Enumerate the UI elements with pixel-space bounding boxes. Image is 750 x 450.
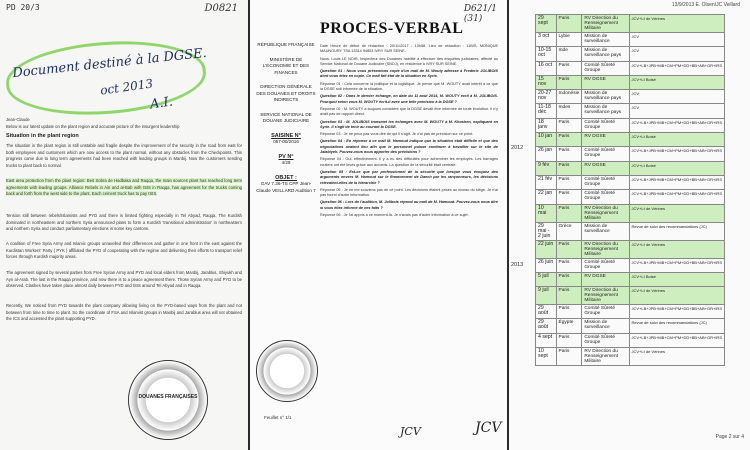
row-date: 26 juin (536, 258, 557, 272)
row-mission: Mission de surveillance pays (582, 47, 629, 61)
row-mission: Mission de surveillance (582, 319, 629, 333)
pv-label: PV N° (278, 153, 294, 160)
top-code: D621/1 (463, 4, 497, 14)
row-date: 3 oct (536, 33, 557, 47)
handwritten-note-date: oct 2013 (99, 76, 154, 98)
row-city: Paris (556, 15, 582, 33)
pv-value: 4/29 (281, 160, 291, 165)
row-mission: Comité Sûreté Groupe (582, 175, 629, 189)
answer-4: Réponse 04 : Oui, effectivement. Il y a eu des difficultés pour acheminer les employés. Les barrages routiers ont été levés grâce aux accords. La question de la sécurité était centrale. (320, 157, 498, 167)
row-date: 29 août (536, 305, 557, 319)
row-city: Paris (556, 118, 582, 132)
question-5: Question 05 : Est-ce que par professionnel de la sécurité que lorsque vous évoquez des arguments envers M. Hamoud sur le financement de Daech par les rançonneurs, les décisions relevaient-elles de la hiérarchie ? (320, 169, 498, 185)
row-people: JCV+Lt Boisé (629, 161, 725, 175)
schedule-table (535, 14, 725, 366)
row-city: Indes (556, 104, 582, 118)
page-code (464, 4, 497, 24)
answer-3: Réponse 03 : Je ne peux pas vous dire de qui il s'agit. Je n'ai pas de précision sur ce point. (320, 132, 474, 137)
page-small-code: PD 20/3 (6, 3, 40, 12)
table-row (536, 287, 725, 305)
document-title: PROCES-VERBAL (320, 20, 464, 37)
table-row (536, 175, 725, 189)
circle-number: (31) (463, 14, 483, 24)
table-row (536, 348, 725, 366)
row-city: Paris (556, 75, 582, 89)
row-date: 29 août (536, 319, 557, 333)
row-people: JCV+LB+JPB+MB+CM+PM+DD+BB+AB+GR+IRS (629, 258, 725, 272)
table-row (536, 333, 725, 347)
row-date: 29 sept (536, 15, 557, 33)
table-row (536, 118, 725, 132)
heading-lines: Date Heure de début de rédaction : 20/11/2017 - 10h58. Lieu de rédaction : 11BIS, MONIQUE MAUNOURY TSA 13314 94853 IVRY SUR SEINE. (320, 44, 498, 54)
table-row (536, 33, 725, 47)
handwritten-note-line1: Document destiné à la DGSE. (11, 45, 208, 82)
row-mission: Mission de surveillance (582, 222, 629, 240)
signature-left: JCV (400, 425, 421, 438)
row-city: Paris (556, 204, 582, 222)
row-city: Paris (556, 287, 582, 305)
question-6: Question 06 : Lors de l'audition, M. Jolibois répond au mail de M. Hamoud. Pouvez-vous nous dire si vous étiez informé de ces faits ? (320, 200, 498, 210)
row-date: 10 jan (536, 133, 557, 147)
row-mission: Comité Sûreté Groupe (582, 258, 629, 272)
row-date: 22 jan (536, 190, 557, 204)
row-date: 21 fév (536, 175, 557, 189)
paragraph-1b-highlighted (6, 178, 242, 198)
row-people: JCV (629, 90, 725, 104)
row-city: Paris (556, 258, 582, 272)
row-mission: RV Direction du Renseignement Militaire (582, 287, 629, 305)
row-city: Lybie (556, 33, 582, 47)
year-label-2012: 2012 (511, 145, 524, 151)
row-date: 11-18 déc (536, 104, 557, 118)
table-row (536, 133, 725, 147)
email-greeting: Jean-Claude (6, 117, 30, 122)
question-1: Question 01 : Nous vous présentons copie d'un mail de M. Wouty adressé à Frederic JOLIBOIS dont vous étiez en copie. Ce mail fait état de la situation en Syrie. (320, 69, 498, 79)
paragraph-2: Tension still between rebels/Islamists and PYD and there is limited fighting especially in Tel Abyad, Raqqa. The Kurdish dominated in northeastern and northern Syria announced plans to form a Kurdish 'transitional administration' in northeastern and northern Syria and conduct parliamentary elections in some key cantons. (6, 213, 242, 232)
row-people: Revue de suivi des recommandations (JC) (629, 319, 725, 333)
highlighted-text: East area protection from the plant region: Beit Sobra de Hadbaka and Raqqa, the main sources plant has reached long term agreements with leading groups. Alliance Rebels in Ain and al-Bab with ISIS in Raqqa, has agreement for the trucks coming back and forth from the west side to the plant. Each cement truck has to pay ISIS. (6, 178, 242, 197)
row-date: 10 mai (536, 204, 557, 222)
answer-6: Réponse 06 : Je l'ai appris à ce moment-là. Je n'avais pas d'autre information à ce sujet. (320, 213, 469, 218)
ministry-label: MINISTÈRE DE L'ÉCONOMIE ET DES FINANCES (262, 56, 310, 75)
row-city: Paris (556, 190, 582, 204)
table-row (536, 15, 725, 33)
table-row (536, 61, 725, 75)
direction-label: DIRECTION GÉNÉRALE DES DOUANES ET DROITS INDIRECTS (256, 84, 316, 102)
row-mission: Comité Sûreté Groupe (582, 305, 629, 319)
section-heading: Situation in the plant region (6, 133, 79, 139)
question-2: Question 02 : Dans le dernier échange, en date du 11 août 2014, M. WOUTY écrit à M. JOLIBOIS. Pourquoi selon vous M. WOUTY écrit-il avec une telle précision à la DGSE ? (320, 94, 498, 104)
row-mission: Mission de surveillance pays (582, 104, 629, 118)
table-row (536, 47, 725, 61)
row-people: JCV+LB+JPB+MB+CM+PM+DD+BB+AB+GR+IRS (629, 61, 725, 75)
row-people: JCV+Lt de Vérines (629, 15, 725, 33)
row-mission: Comité Sûreté Groupe (582, 190, 629, 204)
row-mission: RV Direction du Renseignement Militaire (582, 240, 629, 258)
table-row (536, 204, 725, 222)
row-city: Paris (556, 61, 582, 75)
row-mission: Comité Sûreté Groupe (582, 147, 629, 161)
paragraph-4: The agreement signed by several parties from Free Syrian Army and PYD and local elders from Manbij, Jarablus, Shiyukh and Ayn al-Arab. The last in the Raqqa province, and now there is to a peace agreement there. Those Syrian Army and PYD to be observed. Clashes have taken place almost daily between PYD and ISIS around Tel Abyad and in Raqqa. (6, 270, 242, 289)
row-date: 10-15 oct (536, 47, 557, 61)
stamp-text: DOUANES FRANÇAISES (138, 393, 198, 400)
row-city: Paris (556, 240, 582, 258)
top-label: 13/9/2013 E. Olsen/JC Veillard (671, 2, 740, 8)
row-people: JCV+Lt de Vérines (629, 240, 725, 258)
row-date: 18 janv (536, 118, 557, 132)
table-row (536, 272, 725, 286)
document-page-schedule-table (509, 0, 750, 450)
document-page-proces-verbal (250, 0, 507, 450)
intro-paragraph: Nous, Louis LE NOIR, Inspecteur des Douanes habilité à effectuer des enquêtes judiciaires, affecté au Service National de Douane Judiciaire (SNDJ), en résidence à IVRY SUR SEINE. (320, 56, 498, 66)
row-mission: RV DGSE (582, 75, 629, 89)
row-date: 16 oct (536, 61, 557, 75)
row-people: JCV+LB+JPB+MB+CM+PM+DD+BB+AB+GR+IRS (629, 305, 725, 319)
row-city: Inde (556, 47, 582, 61)
interview-body (320, 44, 498, 220)
row-mission: RV DGSE (582, 161, 629, 175)
question-4: Question 04 : En réponse à ce mail M. Hamoud indique que la situation était difficile et que des négociations avaient lieu afin que le personnel puisse continuer à travailler sur le site de Jalabiyeh. Pouvez-vous nous apporter des précisions ? (320, 139, 498, 155)
row-date: 9 fév (536, 161, 557, 175)
year-label-2013: 2013 (511, 262, 524, 268)
row-people: JCV+Lt Boisé (629, 133, 725, 147)
page-number: Page 2 sur 4 (715, 434, 744, 440)
row-people: JCV+LB+JPB+MB+CM+PM+DD+BB+AB+GR+IRS (629, 190, 725, 204)
table-row (536, 305, 725, 319)
row-people: JCV+Lt de Vérines (629, 287, 725, 305)
signature-right: JCV (475, 420, 502, 436)
document-page-email (0, 0, 248, 450)
paragraph-5: Recently, We noticed from PYD towards the plant company allowing living on the PYD-based ways from the plant and not between from time to time to plant. So the coordinate of FSA and Islamist groups in Manbij and Jarablus area will not obtained the ICS and accessed the plant supporting PYD. (6, 303, 242, 322)
row-mission: RV DGSE (582, 272, 629, 286)
row-date: 4 sept (536, 333, 557, 347)
row-mission: RV Direction du Renseignement Militaire (582, 348, 629, 366)
row-date: 5 juil (536, 272, 557, 286)
row-date: 26 jan (536, 147, 557, 161)
row-people: JCV+LB+JPB+MB+CM+PM+DD+BB+AB+GR+IRS (629, 175, 725, 189)
row-date: 15 nov (536, 75, 557, 89)
row-date: 10 sept (536, 348, 557, 366)
row-mission: Mission de surveillance (582, 33, 629, 47)
table-row (536, 319, 725, 333)
row-date: 29 mai - 2 juin (536, 222, 557, 240)
row-city: Paris (556, 272, 582, 286)
customs-stamp (256, 340, 318, 402)
row-mission: Comité Sûreté Groupe (582, 333, 629, 347)
table-row (536, 222, 725, 240)
saisine-label: SAISINE N° (271, 132, 301, 139)
table-row (536, 240, 725, 258)
row-mission: Mission de surveillance pays (582, 90, 629, 104)
row-people: JCV+Lt de Vérines (629, 204, 725, 222)
table-row (536, 90, 725, 104)
question-3: Question 03 : M. JOLIBOIS transmet les échanges avec M. WOUTY à M. Khoshen, expliquant en Syrie. Il s'agit de tenir au courant la DGSE. (320, 119, 498, 129)
row-date: 20-27 nov (536, 90, 557, 104)
row-people: JCV+Lt Boisé (629, 75, 725, 89)
row-people: JCV+LB+JPB+MB+CM+PM+DD+BB+AB+GR+IRS (629, 118, 725, 132)
row-mission: Comité Sûreté Groupe (582, 118, 629, 132)
saisine-value: 057-00/2016 (273, 139, 299, 144)
table-row (536, 147, 725, 161)
answer-1: Réponse 01 : Cela concerne la politique et la logistique. Je pense que M. WOUTY avait intérêt à ce que la DGSE soit informée de la situation. (320, 81, 498, 92)
row-city: Paris (556, 147, 582, 161)
row-mission: RV Direction du Renseignement Militaire (582, 15, 629, 33)
answer-5: Réponse 05 : Je ne me souviens pas de ce point. Les décisions étaient prises au niveau du siège. Je n'ai pas fourni d'autre information. (320, 187, 498, 198)
row-people: JCV (629, 33, 725, 47)
row-city: Paris (556, 348, 582, 366)
row-city: Indonésie (556, 90, 582, 104)
row-city: Paris (556, 333, 582, 347)
row-mission: RV DGSE (582, 133, 629, 147)
table-row (536, 75, 725, 89)
row-people: JCV+LB+JPB+MB+CM+PM+DD+BB+AB+GR+IRS (629, 333, 725, 347)
objet-value: GAV 7.36-TS CPP Jean-Claude VEILLARD Audition 7 (256, 181, 316, 193)
page-code: D0821 (204, 3, 238, 14)
row-people: JCV (629, 47, 725, 61)
row-city: Grèce (556, 222, 582, 240)
row-people: JCV+Lt de Vérines (629, 348, 725, 366)
email-intro: Below is our latest update on the plant region and accurate picture of the insurgent leadership (6, 124, 180, 129)
row-people: JCV+LB+JPB+MB+CM+PM+DD+BB+AB+GR+IRS (629, 147, 725, 161)
row-mission: Comité Sûreté Groupe (582, 61, 629, 75)
customs-stamp (128, 360, 208, 440)
service-label: SERVICE NATIONAL DE DOUANE JUDICIAIRE (260, 111, 312, 123)
row-people: JCV (629, 104, 725, 118)
table-row (536, 258, 725, 272)
table-row (536, 190, 725, 204)
row-date: 9 juil (536, 287, 557, 305)
answer-2: Réponse 02 : M. WOUTY a toujours considéré que la DGSE devait être informée de toute évolution. Il n'y avait pas de rapport direct. (320, 106, 498, 117)
table-row (536, 161, 725, 175)
paragraph-1a: The situation in the plant region is still unstable and fragile despite the improvement of the security in the road from east for both employees and customers which are now access to the plant normal, without any obstacles from the Checkpoints. This progress came due to long term agreements had been reached with leading groups in Manbij. Now the customers sending trucks to plant back to normal. (6, 143, 242, 168)
page-footer: Feuillet n° 1/1 (264, 415, 292, 420)
handwritten-initials: A.I. (149, 94, 174, 113)
row-city: Égypte (556, 319, 582, 333)
row-mission: RV Direction du Renseignement Militaire (582, 204, 629, 222)
row-people: Revue de suivi des recommandations (JC) (629, 222, 725, 240)
republic-label: RÉPUBLIQUE FRANÇAISE (257, 42, 315, 47)
row-city: Paris (556, 305, 582, 319)
row-city: Paris (556, 161, 582, 175)
row-people: JCV+Lt Boisé (629, 272, 725, 286)
header-sidebar (256, 42, 316, 202)
row-date: 22 juin (536, 240, 557, 258)
row-city: Paris (556, 175, 582, 189)
row-city: Paris (556, 133, 582, 147)
objet-label: OBJET : (275, 174, 297, 181)
paragraph-3: A coalition of Free Syria Army and Islamic groups unravelled their differences and gather in one front in the east against the Kurdistan Workers' Party ( PYK ) affiliated the PYD of cooperating with the regime and delivering their efforts to transport relief forces through Kurdish majority areas. (6, 241, 242, 260)
table-row (536, 104, 725, 118)
